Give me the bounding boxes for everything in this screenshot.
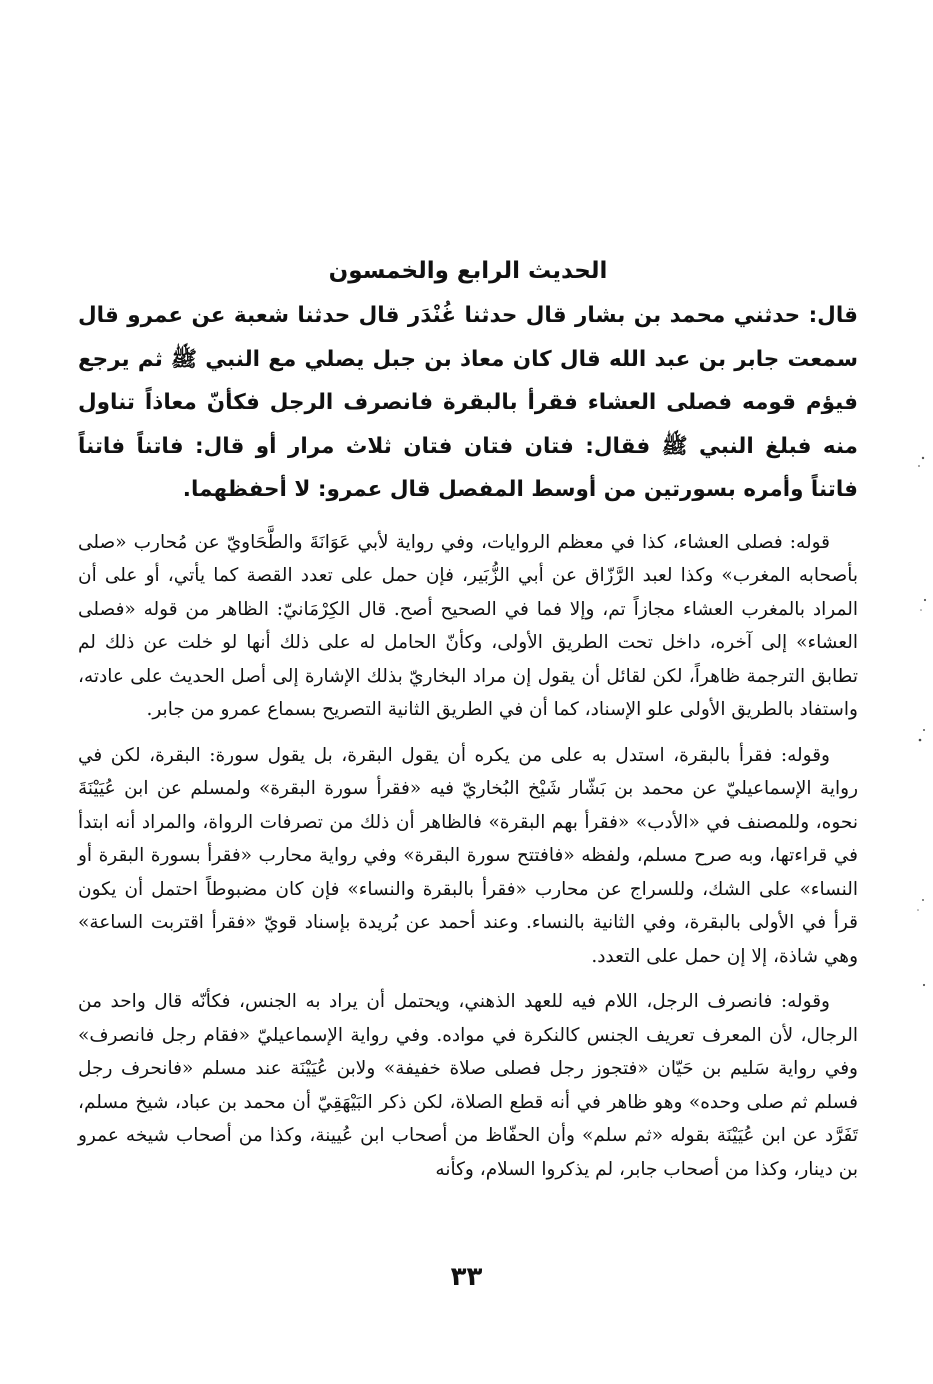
hadith-heading: الحديث الرابع والخمسون bbox=[328, 258, 608, 284]
page-number: ٣٣ bbox=[450, 1262, 483, 1292]
commentary-paragraph-1: قوله: فصلى العشاء، كذا في معظم الروايات، وفي رواية لأبي عَوَانَةَ والطَّحَاويّ عن مُحارب «صلى بأصحابه المغرب» وكذا لعبد الرَّزّاق عن أبي الزُّبَير، فإن حمل على تعدد القصة كما يأتي، أو على أن المراد بالمغرب العشاء مجازاً تم، وإلا فما في الصحيح أصح. قال الكِرْمَانيّ: الظاهر من قوله «فصلى العشاء» إلى آخره، داخل تحت الطريق الأولى، وكأنّ الحامل له على ذلك أنها لو خلت عن ذلك لم تطابق الترجمة ظاهراً، لكن لقائل أن يقول إن مراد البخاريّ بذلك الإشارة إلى أصل الحديث على عادته، واستفاد بالطريق الأولى علو الإسناد، كما أن في الطريق الثانية التصريح بسماع عمرو من جابر. bbox=[78, 531, 858, 720]
page-body bbox=[78, 252, 858, 1198]
commentary-paragraph-3: وقوله: فانصرف الرجل، اللام فيه للعهد الذهني، ويحتمل أن يراد به الجنس، فكأنّه قال واحد من الرجال، لأن المعرف تعريف الجنس كالنكرة في مواده. وفي رواية الإسماعيليّ «فقام رجل فانصرف» وفي رواية سَليم بن حَيّان «فتجوز رجل فصلى صلاة خفيفة» ولابن عُيَيْنَة عند مسلم «فانحرف رجل فسلم ثم صلى وحده» وهو ظاهر في أنه قطع الصلاة، لكن ذكر البَيْهَقِيّ أن محمد بن عباد، شيخ مسلم، تَفَرَّد عن ابن عُيَيْنَة بقوله «ثم سلم» وأن الحفّاظ من أصحاب ابن عُيينة، وكذا من أصحاب شيخه عمرو بن دينار، وكذا من أصحاب جابر، لم يذكروا السلام، وكأنه bbox=[78, 991, 858, 1180]
hadith-text: قال: حدثني محمد بن بشار قال حدثنا غُنْدَر قال حدثنا شعبة عن عمرو قال سمعت جابر بن عبد الله قال كان معاذ بن جبل يصلي مع النبي ﷺ ثم يرجع فيؤم قومه فصلى العشاء فقرأ بالبقرة فانصرف الرجل فكأنّ معاذاً تناول منه فبلغ النبي ﷺ فقال: فتان فتان فتان ثلاث مرار أو قال: فاتناً فاتناً فاتناً وأمره بسورتين من أوسط المفصل قال عمرو: لا أحفظهما. bbox=[78, 303, 858, 502]
scan-specks bbox=[909, 440, 931, 1000]
commentary-paragraph-2: وقوله: فقرأ بالبقرة، استدل به على من يكره أن يقول البقرة، بل يقول سورة: البقرة، لكن في رواية الإسماعيليّ عن محمد بن بَشّار شَيْخ البُخاريّ فيه «فقرأ سورة البقرة» ولمسلم عن ابن عُيَيْنَةَ نحوه، وللمصنف في «الأدب» «فقرأ بهم البقرة» فالظاهر أن ذلك من تصرفات الرواة، والمراد أنه ابتدأ في قراءتها، وبه صرح مسلم، ولفظه «فافتتح سورة البقرة» وفي رواية محارب «فقرأ بسورة البقرة أو النساء» على الشك، وللسراج عن محارب «فقرأ بالبقرة والنساء» فإن كان مضبوطاً احتمل أن يكون قرأ في الأولى بالبقرة، وفي الثانية بالنساء. وعند أحمد عن بُريدة بإسناد قويّ «فقرأ اقتربت الساعة» وهي شاذة، إلا إن حمل على التعدد. bbox=[78, 744, 858, 967]
